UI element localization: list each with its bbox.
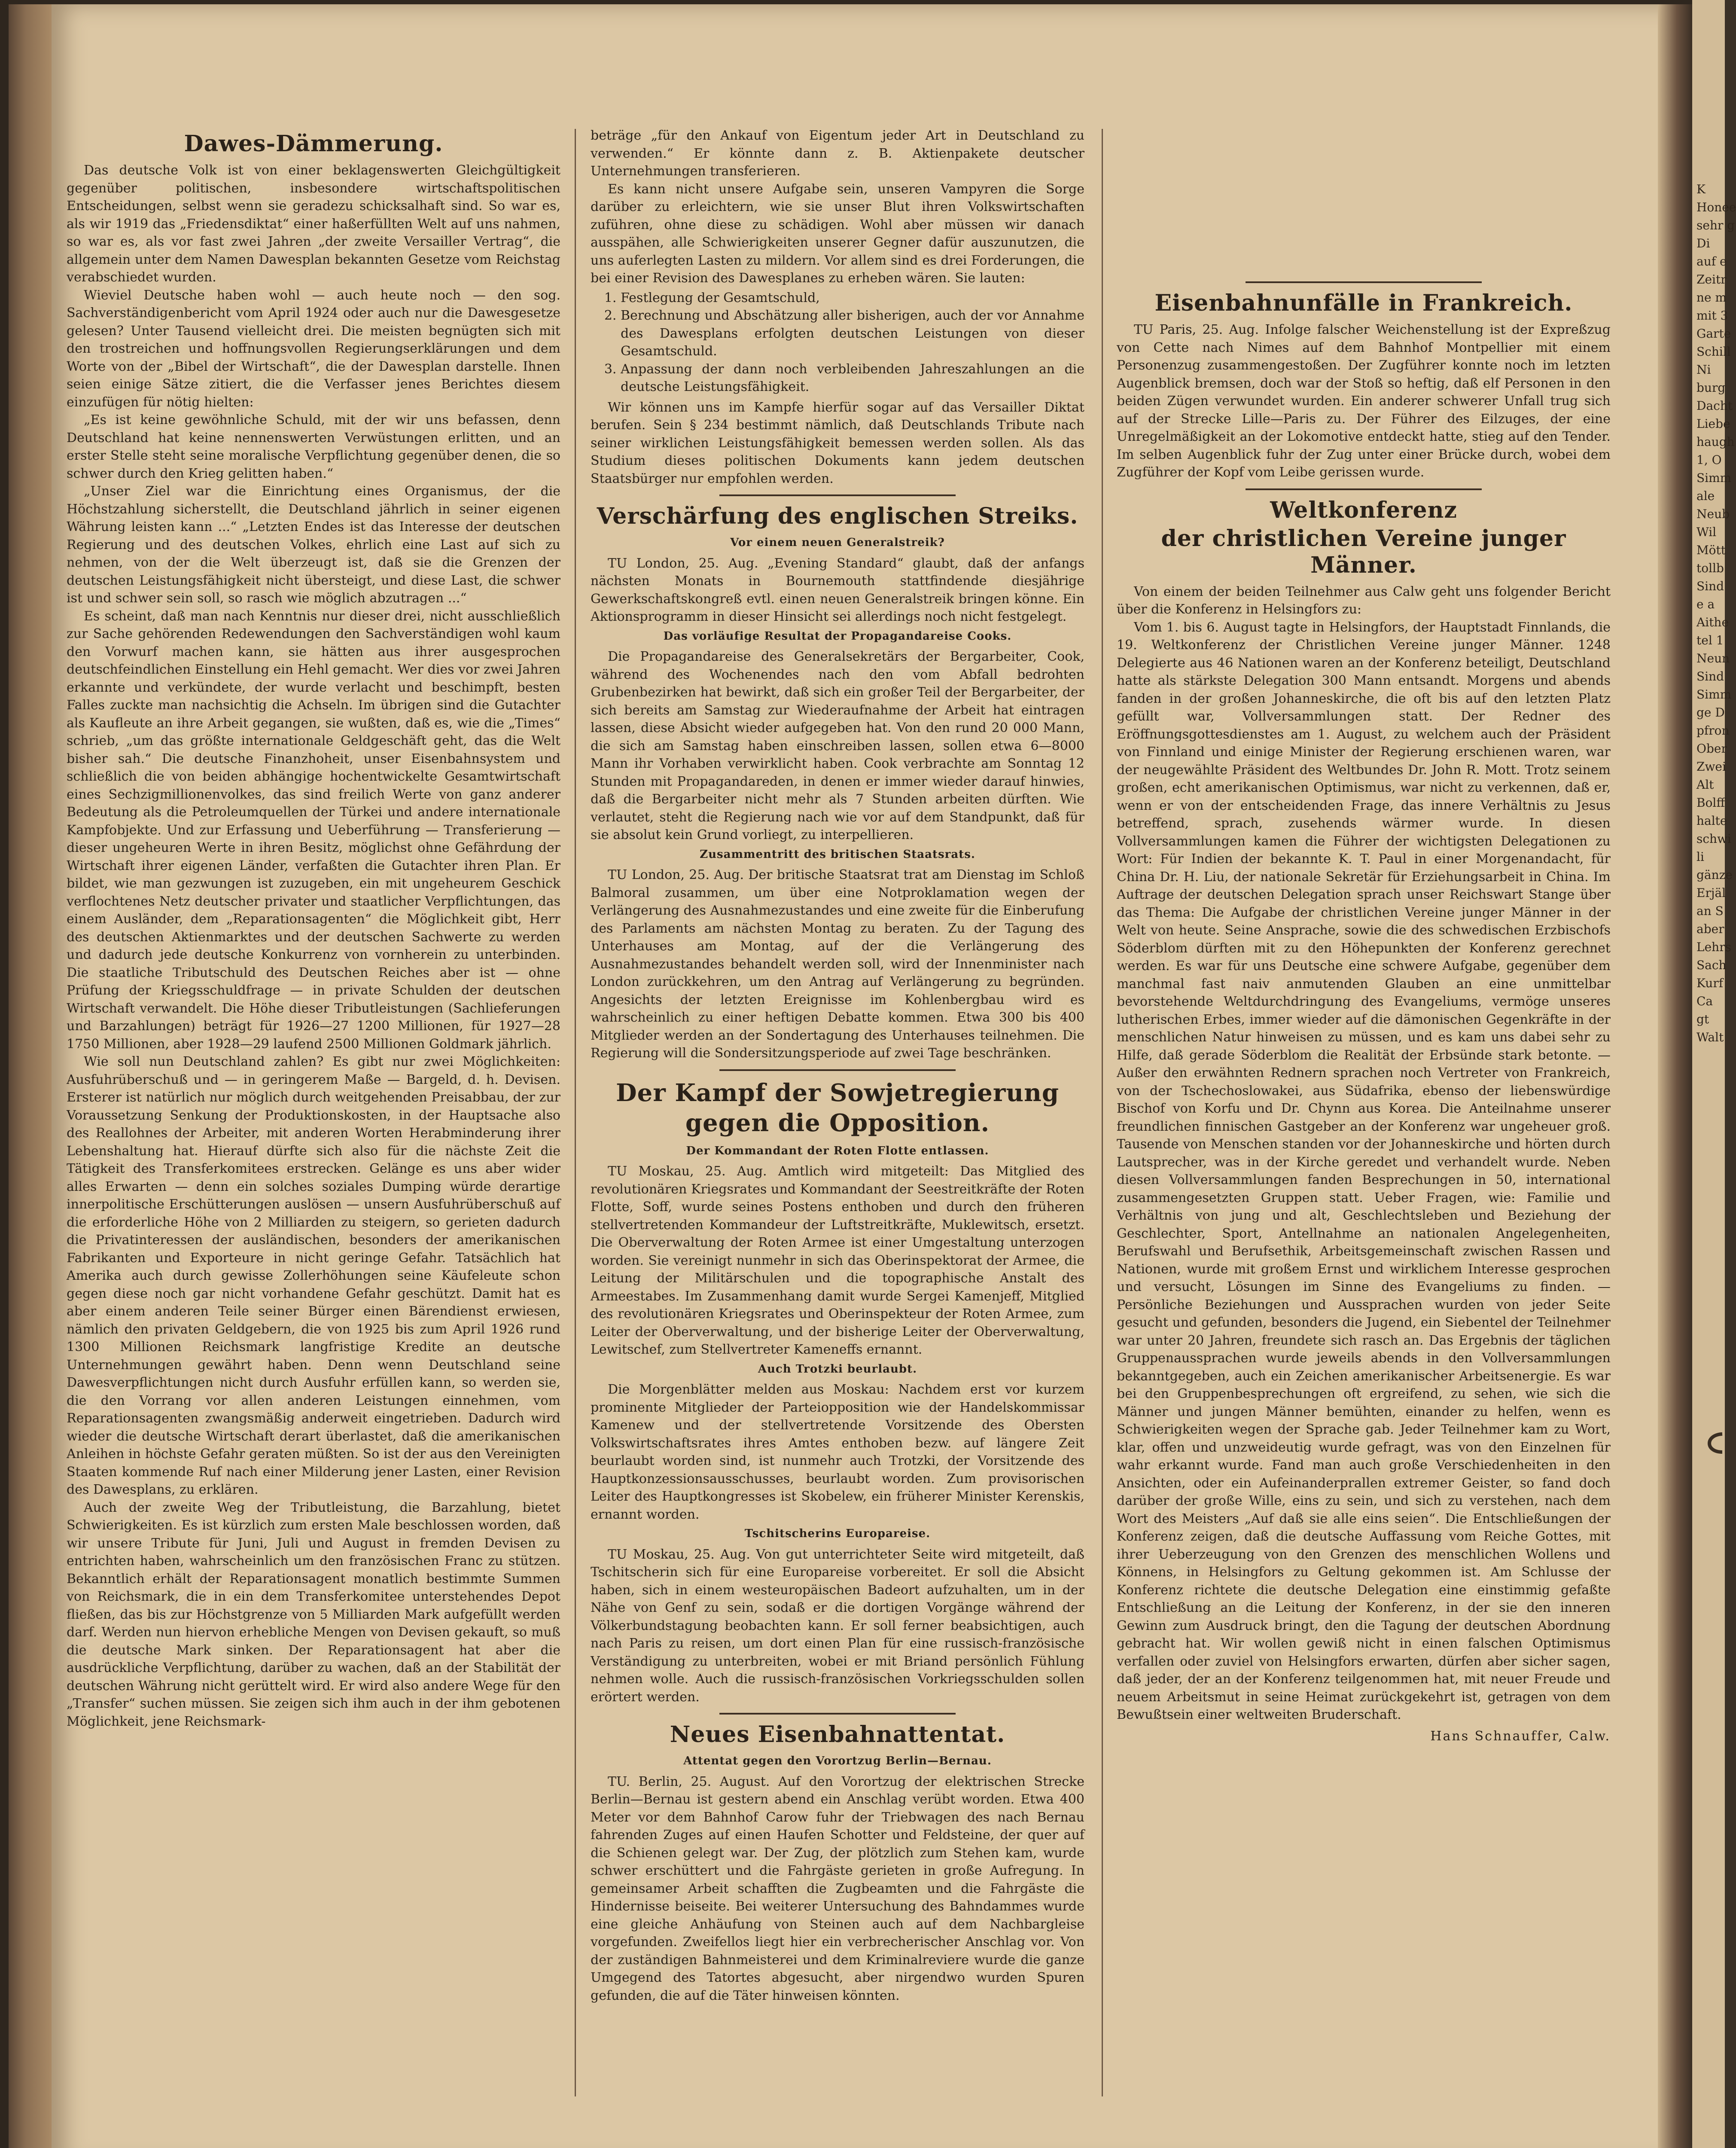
adjacent-page-fragment: Zeitr <box>1696 272 1727 287</box>
adjacent-page-fragment: tollb <box>1696 561 1724 575</box>
adjacent-page-fragment: haugh <box>1696 435 1735 449</box>
section-heading: Auch Trotzki beurlaubt. <box>758 1362 917 1376</box>
adjacent-page-fragment: Erjäl <box>1696 886 1726 900</box>
adjacent-page-fragment: burg <box>1696 381 1726 395</box>
adjacent-page-fragment: tel 1 <box>1696 633 1724 647</box>
article-paragraph: TU. Berlin, 25. August. Auf den Vorortzug der elektrischen Strecke Berlin—Bernau ist gestern abend ein Anschlag verübt worden. Etwa 400 Meter vor dem Bahnhof Carow fuhr der Triebwagen des nach Bernau fahrenden Zuges auf einen Haufen Schotter und Feldsteine, der quer auf die Schienen gelegt war. Der Zug, der plötzlich zum Stehen kam, wurde schwer erschüttert und die Fahrgäste gerieten in große Aufregung. In gemeinsamer Arbeit schafften die Zugbeamten und die Fahrgäste die Hindernisse beiseite. Bei weiterer Untersuchung des Bahndammes wurde eine gleiche Anhäufung von Steinen auch auf dem Nachbargleise vorgefunden. Zweifellos liegt hier ein verbrecherischer Anschlag vor. Von der zuständigen Bahnmeisterei und dem Kriminalreviere wurde die ganze Umgegend des Tatortes abgesucht, aber nirgendwo wurden Spuren gefunden, die auf die Täter hinweisen könnten. <box>591 1774 1084 2003</box>
article-subtitle: Attentat gegen den Vorortzug Berlin—Bernau. <box>683 1754 992 1767</box>
adjacent-page-fragment: Bolff <box>1696 796 1725 810</box>
page-edge-stack <box>9 4 52 2148</box>
article-paragraph: Das deutsche Volk ist von einer beklagenswerten Gleichgültigkeit gegenüber politischen, insbesondere wirtschaftspolitischen Entscheidungen, selbst wenn sie geradezu schicksalhaft sind. So war es, als wir 1919 das „Friedensdiktat“ einer haßerfüllten Welt auf uns nahmen, so war es, als vor fast zwei Jahren „der zweite Versailler Vertrag“, die allgemein unter dem Namen Dawesplan bekannten Gesetze vom Reichstag verabschiedet wurden. <box>67 163 560 285</box>
adjacent-page-fragment: aber <box>1696 922 1724 936</box>
article-paragraph: Es scheint, daß man nach Kenntnis nur dieser drei, nicht ausschließlich zur Sache gehörenden Redewendungen den Sachverständigen wohl kaum den Vorwurf machen kann, sie hätten aus ihrer ausgesprochen deutschfeindlichen Einstellung ein Hehl gemacht. Wer dies vor zwei Jahren erkannte und verkündete, der wurde verlacht und beschimpft, besten Falles zuckte man nachsichtig die Achseln. Im übrigen sind die Gutachter als Kaufleute an ihre Arbeit gegangen, sie wußten, daß es, wie die „Times“ schrieb, „um das größte internationale Geldgeschäft geht, das die Welt bisher sah.“ Die deutsche Finanzhoheit, unser Eisenbahnsystem und schließlich die von beiden abhängige hochentwickelte Gesamtwirtschaft eines Sechzigmillionenvolkes, das sind freilich Werte von ganz anderer Bedeutung als die Petroleumquellen der Türkei und andere internationale Kampfobjekte. Und zur Erfassung und Ueberführung — Transferierung — dieser ungeheuren Werte in ihren Besitz, möglichst ohne Gefährdung der Wirtschaft ihrer eigenen Länder, verfaßten die Gutachter ihren Plan. Er bildet, wie man gezwungen ist zuzugeben, ein mit ungeheurem Geschick verflochtenes Netz deutscher privater und staatlicher Verpflichtungen, das einem Ausländer, dem „Reparationsagenten“ die Möglichkeit gibt, Herr des deutschen Aktienmarktes und der deutschen Sachwerte zu werden und dadurch jede deutsche Konkurrenz von vornherein zu unterbinden. Die staatliche Tributschuld des Deutschen Reiches aber ist — ohne Prüfung der Kriegsschuldfrage — in private Schulden der deutschen Wirtschaft verwandelt. Die Höhe dieser Tributleistungen (Sachlieferungen und Barzahlungen) beträgt für 1926—27 1200 Millionen, für 1927—28 1750 Millionen, aber 1928—29 laufend 2500 Millionen Goldmark jährlich. <box>67 608 560 1052</box>
section-heading: Das vorläufige Resultat der Propagandareise Cooks. <box>663 629 1012 643</box>
adjacent-page-fragment: auf e <box>1696 254 1727 268</box>
article-paragraph: TU London, 25. Aug. Der britische Staatsrat trat am Dienstag im Schloß Balmoral zusammen, um über eine Notproklamation wegen der Verlängerung des Ausnahmezustandes und eine zweite für die Einberufung des Parlaments am nächsten Montag zu beraten. Zu der Tagung des Unterhauses am Montag, auf der die Verlängerung des Ausnahmezustandes behandelt werden soll, wird der Innenminister nach London zurückkehren, um den Antrag auf Verlängerung zu begründen. Angesichts der letzten Ereignisse im Kohlenbergbau wird es wahrscheinlich zu einer heftigen Debatte kommen. Etwa 300 bis 400 Mitglieder werden an der Sondertagung des Unterhauses teilnehmen. Die Regierung will die Sondersitzungsperiode auf zwei Tage beschränken. <box>591 867 1084 1061</box>
adjacent-page-fragment: li <box>1696 850 1704 864</box>
article-divider <box>1246 281 1482 283</box>
article-paragraph: TU Paris, 25. Aug. Infolge falscher Weichenstellung ist der Expreßzug von Cette nach Nimes auf dem Bahnhof Montpellier mit einem Personenzug zusammengestoßen. Der Zugführer konnte noch im letzten Augenblick bremsen, doch war der Stoß so heftig, daß elf Personen in den beiden Zügen verwundet wurden. Ein anderer schwerer Unfall trug sich auf der Strecke Lille—Paris zu. Der Führer des Eilzuges, der eine Unregelmäßigkeit an der Lokomotive entdeckt hatte, stieg auf den Tender. Im selben Augenblick fuhr der Zug unter einer Brücke durch, wobei dem Zugführer der Kopf vom Leibe gerissen wurde. <box>1117 322 1611 480</box>
adjacent-page-fragment: Honee <box>1696 200 1736 214</box>
article-signature: Hans Schnauffer, Calw. <box>1430 1728 1611 1744</box>
article-paragraph: Die Propagandareise des Generalsekretärs der Bergarbeiter, Cook, während des Wochenendes nach den vom Abfall bedrohten Grubenbezirken hat bewirkt, daß sich ein großer Teil der Bergarbeiter, der sich bereits am Samstag zur Wiederaufnahme der Arbeit hat eintragen lassen, diese Absicht wieder aufgegeben hat. Von den rund 20 000 Mann, die sich am Samstag haben einschreiben lassen, sollen etwa 6—8000 Mann ihr Vorhaben verwirklicht haben. Cook verbrachte am Sonntag 12 Stunden mit Propagandareden, in denen er immer wieder darauf hinwies, daß die Bergarbeiter nicht mehr als 7 Stunden arbeiten dürften. Wie verlautet, steht die Regierung nach wie vor auf dem Standpunkt, daß für sie absolut kein Grund vorliegt, zu interpellieren. <box>591 649 1084 842</box>
article-paragraph: Wir können uns im Kampfe hierfür sogar auf das Versailler Diktat berufen. Sein § 234 bestimmt nämlich, daß Deutschlands Tribute nach seiner wirklichen Leistungsfähigkeit bemessen werden sollen. Als das Studium dieses politischen Dokuments kann jedem deutschen Staatsbürger nur empfohlen werden. <box>591 400 1084 486</box>
adjacent-page-fragment: Ca <box>1696 994 1713 1008</box>
section-heading: Tschitscherins Europareise. <box>744 1527 931 1540</box>
article-title-weltkonferenz-2: der christlichen Vereine junger Männer. <box>1161 525 1566 578</box>
adjacent-page-fragment: 1, O <box>1696 453 1722 467</box>
article-paragraph-continued: beträge „für den Ankauf von Eigentum jeder Art in Deutschland zu verwenden.“ Er könnte dann z. B. Aktienpakete deutscher Unternehmungen transferieren. <box>591 128 1084 179</box>
adjacent-page-fragment: Aithe <box>1696 615 1729 629</box>
adjacent-page-fragment: Kurf <box>1696 976 1724 990</box>
adjacent-page-fragment: Alt <box>1696 778 1714 792</box>
adjacent-page-fragment: pfron <box>1696 723 1730 738</box>
article-title-sowjet: Der Kampf der Sowjetregierung gegen die Opposition. <box>616 1078 1059 1137</box>
adjacent-page-fragment: Ni <box>1696 363 1711 377</box>
article-title-streik: Verschärfung des englischen Streiks. <box>597 503 1078 529</box>
adjacent-page-fragment: ge D <box>1696 705 1725 720</box>
article-subtitle: Der Kommandant der Roten Flotte entlassen. <box>686 1144 989 1157</box>
article-divider <box>719 1713 956 1715</box>
adjacent-page-fragment: ale <box>1696 489 1715 503</box>
adjacent-page-fragment: Neub <box>1696 507 1730 521</box>
adjacent-page-fragment: Simm <box>1696 471 1732 485</box>
adjacent-page-fragment: Sach <box>1696 958 1727 972</box>
adjacent-page-fragment: Lehrs <box>1696 940 1731 954</box>
article-paragraph: TU London, 25. Aug. „Evening Standard“ glaubt, daß der anfangs nächsten Monats in Bournemouth stattfindende diesjährige Gewerkschaftskongreß evtl. einen neuen Generalstreik bringen könne. Ein Aktionsprogramm in dieser Hinsicht sei allerdings noch nicht festgelegt. <box>591 555 1084 624</box>
adjacent-page-fragment: gt <box>1696 1012 1709 1026</box>
article-quote: „Es ist keine gewöhnliche Schuld, mit der wir uns befassen, denn Deutschland hat keine nennenswerten Verwüstungen erlitten, und an erster Stelle steht seine moralische Verpflichtung gegenüber denen, die so schwer durch den Krieg gelitten haben.“ <box>67 412 560 481</box>
adjacent-page-fragment: Liebe <box>1696 417 1730 431</box>
adjacent-page-fragment: Sind <box>1696 669 1724 683</box>
adjacent-page-fragment: Ober <box>1696 741 1727 756</box>
adjacent-page-fragment: Di <box>1696 236 1710 250</box>
article-title-dawes: Dawes-Dämmerung. <box>184 131 443 157</box>
section-heading: Zusammentritt des britischen Staatsrats. <box>700 848 975 861</box>
article-divider <box>1246 488 1482 490</box>
adjacent-page-fragment: Zwei <box>1696 760 1726 774</box>
adjacent-page-fragment: Simm <box>1696 687 1732 702</box>
adjacent-page-fragment: halte <box>1696 814 1727 828</box>
article-subtitle: Vor einem neuen Generalstreik? <box>730 536 945 549</box>
adjacent-page-fragment: mit 3 <box>1696 308 1728 323</box>
adjacent-page-fragment: Walt <box>1696 1030 1724 1044</box>
article-title-frankreich: Eisenbahnunfälle in Frankreich. <box>1154 290 1573 316</box>
list-item: 2. Berechnung und Abschätzung aller bisherigen, auch der vor Annahme des Dawesplans erfolgten deutschen Leistungen von dieser Gesamtschuld. <box>621 307 1084 360</box>
adjacent-page-fragment: sehr g <box>1696 218 1735 232</box>
adjacent-page-fragment: K <box>1696 182 1706 196</box>
adjacent-page-fragment: Sind <box>1696 579 1724 593</box>
adjacent-page-fragment: Garte <box>1696 326 1731 341</box>
adjacent-page-fragment: Neun <box>1696 651 1730 665</box>
page-gutter <box>1658 4 1692 2148</box>
column-1 <box>67 129 560 2127</box>
adjacent-page-fragment: e a <box>1696 597 1715 611</box>
article-paragraph: Es kann nicht unsere Aufgabe sein, unseren Vampyren die Sorge darüber zu erleichtern, wie sie unser Blut ihren Volkswirtschaften zuführen, ohne diese zu schädigen. Wohl aber müssen wir danach ausspähen, alle Schwierigkeiten unserer Gegner dafür auszunutzen, die uns auferlegten Lasten zu mildern. Vor allem sind es drei Forderungen, die bei einer Revision des Dawesplanes zu erheben wären. Sie lauten: <box>591 181 1084 286</box>
list-item: 3. Anpassung der dann noch verbleibenden Jahreszahlungen an die deutsche Leistungsfähigkeit. <box>621 360 1084 396</box>
article-divider <box>719 494 956 496</box>
article-paragraph: Vom 1. bis 6. August tagte in Helsingfors, der Hauptstadt Finnlands, die 19. Weltkonferenz der Christlichen Vereine junger Männer. 1248 Delegierte aus 46 Nationen waren an der Konferenz beteiligt, Deutschland hatte als stärkste Delegation 300 Mann entsandt. Morgens und abends fanden in der großen Johanneskirche, die oft bis auf den letzten Platz gefüllt war, Vollversammlungen statt. Der Redner des Eröffnungsgottesdienstes am 1. August, zu welchem auch der Präsident von Finnland und einige Minister der Regierung erschienen waren, war der neugewählte Präsident des Weltbundes Dr. John R. Mott. Trotz seinem großen, echt amerikanischen Optimismus, war nicht zu verkennen, daß er, wenn er von der entscheidenden Frage, das innere Verhältnis zu Jesus betreffend, sprach, zusehends wärmer wurde. In diesen Vollversammlungen kamen die Führer der wichtigsten Delegationen zu Wort: Für Indien der bekannte K. T. Paul in einer Morgenandacht, für China Dr. H. Liu, der nationale Sekretär für Erziehungsarbeit in China. Im Auftrage der deutschen Delegation sprach unser Reichswart Stange über das Thema: Die Aufgabe der christlichen Vereine junger Männer in der Welt von heute. Seine Ansprache, sowie die des schwedischen Erzbischofs Söderblom dürften mit zu den Höhepunkten der Konferenz gerechnet werden. Es war für uns Deutsche eine schwere Aufgabe, gegenüber dem manchmal fast naiv anmutenden Glauben an eine unmittelbar bevorstehende Weltdurchdringung des Evangeliums, vermöge unseres lutherischen Erbes, immer wieder auf die dämonischen Gegenkräfte in der menschlichen Natur hinweisen zu müssen, und es kam uns dabei sehr zu Hilfe, daß gerade Söderblom die Realität der Erbsünde stark betonte. — Außer den erwähnten Rednern sprachen noch Vertreter von Frankreich, von der Tschechoslowakei, aus Südafrika, ebenso der liebenswürdige Bischof von Korfu und Dr. Chynn aus Korea. Die Anteilnahme unserer freundlichen finnischen Gastgeber an der Konferenz war ungeheuer groß. Tausende von Menschen standen vor der Johanneskirche und hörten durch Lautsprecher, was in der Kirche geredet und verhandelt wurde. Neben diesen Vollversammlungen fanden Besprechungen in 50, international zusammengesetzten Gruppen statt. Ueber Fragen, wie: Familie und Verhältnis von jung und alt, Geschlechtsleben und Beziehung der Geschlechter, Sport, Antellnahme an nationalen Angelegenheiten, Berufswahl und Berufsethik, Arbeitsgemeinschaft zwischen Rassen und Nationen, wurde mit großem Ernst und wirklichem Interesse gesprochen und versucht, Lösungen im Sinne des Evangeliums zu finden. — Persönliche Beziehungen und Aussprachen wurden von jeder Seite gesucht und gefunden, besonders die Jugend, ein Siebentel der Teilnehmer war unter 20 Jahren, freundete sich rasch an. Das Ergebnis der täglichen Gruppenaussprachen wurde jeweils abends in den Vollversammlungen bekanntgegeben, auch ein Zeichen amerikanischer Arbeitsenergie. Es war bei den Gruppenbesprechungen oft ergreifend, zu sehen, wie sich die Männer und jungen Männer bemühten, einander zu helfen, wenn es Schwierigkeiten wegen der Sprache gab. Jeder Teilnehmer kam zu Wort, klar, offen und unzweideutig wurde gefragt, was von den Einzelnen für wahr erkannt wurde. Fand man auch große Verschiedenheiten in den Ansichten, oder ein Aufeinanderprallen extremer Geister, so fand doch darüber der große Wille, eins zu sein, und sich zu verstehen, nach dem Wort des Meisters „Auf daß sie alle eins seien“. Die Entschließungen der Konferenz zeigen, daß die deutsche Auffassung vom Reiche Gottes, mit ihrer Ueberzeugung von den Grenzen des menschlichen Wollens und Könnens, in Helsingfors zu Geltung gekommen ist. Am Schlusse der Konferenz richtete die deutsche Delegation eine einstimmig gefaßte Entschließung an die Leitung der Konferenz, in der sie den inneren Gewinn zum Ausdruck bringt, den die Tagung der deutschen Abordnung gebracht hat. Wir wollen gewiß nicht in einen falschen Optimismus verfallen oder zuviel von Helsingfors erwarten, dürfen aber sicher sagen, daß jeder, der an der Konferenz teilgenommen hat, mit neuer Freude und neuem Arbeitsmut in seine Heimat zurückgekehrt ist, getragen von dem Bewußtsein einer weltweiten Bruderschaft. <box>1117 619 1611 1722</box>
adjacent-page-fragment: schwi <box>1696 832 1732 846</box>
list-item: 1. Festlegung der Gesamtschuld, <box>621 289 1084 307</box>
article-paragraph: Die Morgenblätter melden aus Moskau: Nachdem erst vor kurzem prominente Mitglieder der Parteiopposition wie der Handelskommissar Kamenew und der stellvertretende Vorsitzende des Obersten Volkswirtschaftsrates ihres Amtes enthoben bezw. auf längere Zeit beurlaubt worden sind, ist nunmehr auch Trotzki, der Vorsitzende des Hauptkonzessionsausschusses, beurlaubt worden. Zum provisorischen Leiter des Hauptkongresses ist Skobelew, ein früherer Minister Kerenskis, ernannt worden. <box>591 1382 1084 1522</box>
article-paragraph: Wie soll nun Deutschland zahlen? Es gibt nur zwei Möglichkeiten: Ausfuhrüberschuß und — in geringerem Maße — Bargeld, d. h. Devisen. Ersterer ist natürlich nur möglich durch weitgehenden Preisabbau, der zur Voraussetzung Senkung der Produktionskosten, in der Hauptsache also des Reallohnes der Arbeiter, mit anderen Worten Herabminderung ihrer Lebenshaltung hat. Hierauf dürfte sich also für die nächste Zeit die Tätigkeit des Transferkomitees erstrecken. Gelänge es uns aber wider alles Erwarten — denn ein solches soziales Dumping würde derartige innerpolitische Erschütterungen auslösen — unsern Ausfuhrüberschuß auf die erforderliche Höhe von 2 Milliarden zu steigern, so gerieten dadurch die Privatinteressen der ausländischen, besonders der amerikanischen Fabrikanten und Exporteure in nicht geringe Gefahr. Tatsächlich hat Amerika auch durch gewisse Zollerhöhungen seine Käufeleute schon gegen diese noch gar nicht vorhandene Gefahr geschützt. Damit hat es aber einem anderen Teile seiner Bürger einen Bärendienst erwiesen, nämlich den privaten Geldgebern, die von 1925 bis zum April 1926 rund 1300 Millionen Reichsmark langfristige Kredite an deutsche Unternehmungen gewährt haben. Denn wenn Deutschland seine Dawesverpflichtungen nicht durch Ausfuhr erfüllen kann, so werden sie, die den Vorrang vor allen anderen Leistungen einnehmen, vom Reparationsagenten zwangsmäßig anderweit eingetrieben. Dadurch wird wieder die deutsche Wirtschaft derart überlastet, daß die amerikanischen Anleihen in höchste Gefahr geraten müßten. So ist der aus den Vereinigten Staaten kommende Ruf nach einer Milderung jener Lasten, einer Revision des Dawesplans, zu erklären. <box>67 1054 560 1497</box>
decorative-ornament-icon <box>1701 1431 1725 1456</box>
article-quote: „Unser Ziel war die Einrichtung eines Organismus, der die Höchstzahlung sicherstellt, die Deutschland jährlich in seiner eigenen Währung leisten kann ...“ „Letzten Endes ist das Interesse der deutschen Regierung und des deutschen Volkes, ehrlich eine Last auf sich zu nehmen, von der die Welt überzeugt ist, daß sie die Grenzen der deutschen Leistungsfähigkeit nicht übersteigt, und diese Last, die schwer ist und schwer sein soll, so rasch wie möglich abzutragen ...“ <box>67 484 560 606</box>
article-paragraph: Auch der zweite Weg der Tributleistung, die Barzahlung, bietet Schwierigkeiten. Es ist kürzlich zum ersten Male beschlossen worden, daß wir unsere Tribute für Juni, Juli und August in fremden Devisen zu entrichten haben, wahrscheinlich um den französischen Franc zu stützen. Bekanntlich erhält der Reparationsagent monatlich bestimmte Summen von Reichsmark, die in ein dem Transferkomitee unterstehendes Depot fließen, das bis zur Höchstgrenze von 5 Milliarden Mark aufgefüllt werden darf. Werden nun hiervon erhebliche Mengen von Devisen gekauft, so muß die deutsche Mark sinken. Der Reparationsagent hat aber die ausdrückliche Verpflichtung, darüber zu wachen, daß an der Stabilität der deutschen Währung nicht gerüttelt wird. Er wird also andere Wege für den „Transfer“ suchen müssen. Sie zeigen sich ihm auch in der ihm gebotenen Möglichkeit, jene Reichsmark- <box>67 1500 560 1729</box>
adjacent-page-text <box>1696 180 1736 1899</box>
adjacent-page-fragment: Wil <box>1696 525 1717 539</box>
adjacent-page-fragment: ne m <box>1696 290 1727 305</box>
adjacent-page-fragment: Mött <box>1696 543 1726 557</box>
article-paragraph: Wieviel Deutsche haben wohl — auch heute noch — den sog. Sachverständigenbericht vom April 1924 oder auch nur die Dawesgesetze gelesen? Unter Tausend vielleicht drei. Die meisten begnügten sich mit den trostreichen und hoffnungsvollen Regierungserklärungen und dem Worte von der „Bibel der Wirtschaft“, die der Dawesplan darstelle. Ihnen seien einige Sätze zitiert, die die Verfasser jenes Berichtes diesem einzufügen für nötig hielten: <box>67 287 560 410</box>
column-3 <box>1117 127 1611 2124</box>
article-title-weltkonferenz: Weltkonferenz <box>1270 497 1457 523</box>
article-divider <box>719 1069 956 1071</box>
column-2 <box>591 127 1084 2124</box>
column-rule <box>575 129 576 2096</box>
adjacent-page-fragment: Schill <box>1696 345 1731 359</box>
adjacent-page-fragment: gänze <box>1696 868 1733 882</box>
adjacent-page-fragment: an S <box>1696 904 1724 918</box>
column-rule <box>1102 129 1103 2096</box>
adjacent-page-fragment: Dacht <box>1696 399 1733 413</box>
article-title-attentat: Neues Eisenbahnattentat. <box>670 1721 1005 1748</box>
demands-list <box>591 289 1084 396</box>
article-paragraph: TU Moskau, 25. Aug. Amtlich wird mitgeteilt: Das Mitglied des revolutionären Kriegsrates und Kommandant der Seestreitkräfte der Roten Flotte, Soff, wurde seines Postens enthoben und durch den früheren stellvertretenden Kommandeur der Luftstreitkräfte, Muklewitsch, ersetzt. Die Oberverwaltung der Roten Armee ist einer Umgestaltung unterzogen worden. Sie vereinigt nunmehr in sich das Oberinspektorat der Armee, die Leitung der Militärschulen und die topographische Anstalt des Armeestabes. Im Zusammenhang damit wurde Sergei Kamenjeff, Mitglied des revolutionären Kriegsrates und Oberinspekteur der Roten Armee, zum Leiter der Oberverwaltung, und der bisherige Leiter der Oberverwaltung, Lewitschef, zum Stellvertreter Kameneffs ernannt. <box>591 1164 1084 1357</box>
article-paragraph: TU Moskau, 25. Aug. Von gut unterrichteter Seite wird mitgeteilt, daß Tschitscherin sich für eine Europareise vorbereitet. Er soll die Absicht haben, sich in einem westeuropäischen Badeort aufzuhalten, um in der Nähe von Genf zu sein, sodaß er die dortigen Vorgänge während der Völkerbundstagung beobachten kann. Er soll ferner beabsichtigen, auch nach Paris zu reisen, um dort einen Plan für eine russisch-französische Verständigung zu unterbreiten, wobei er mit Briand persönlich Fühlung nehmen wolle. Auch die russisch-französischen Vorkriegsschulden sollen erörtert werden. <box>591 1547 1084 1705</box>
article-paragraph: Von einem der beiden Teilnehmer aus Calw geht uns folgender Bericht über die Konferenz in Helsingfors zu: <box>1117 584 1611 617</box>
